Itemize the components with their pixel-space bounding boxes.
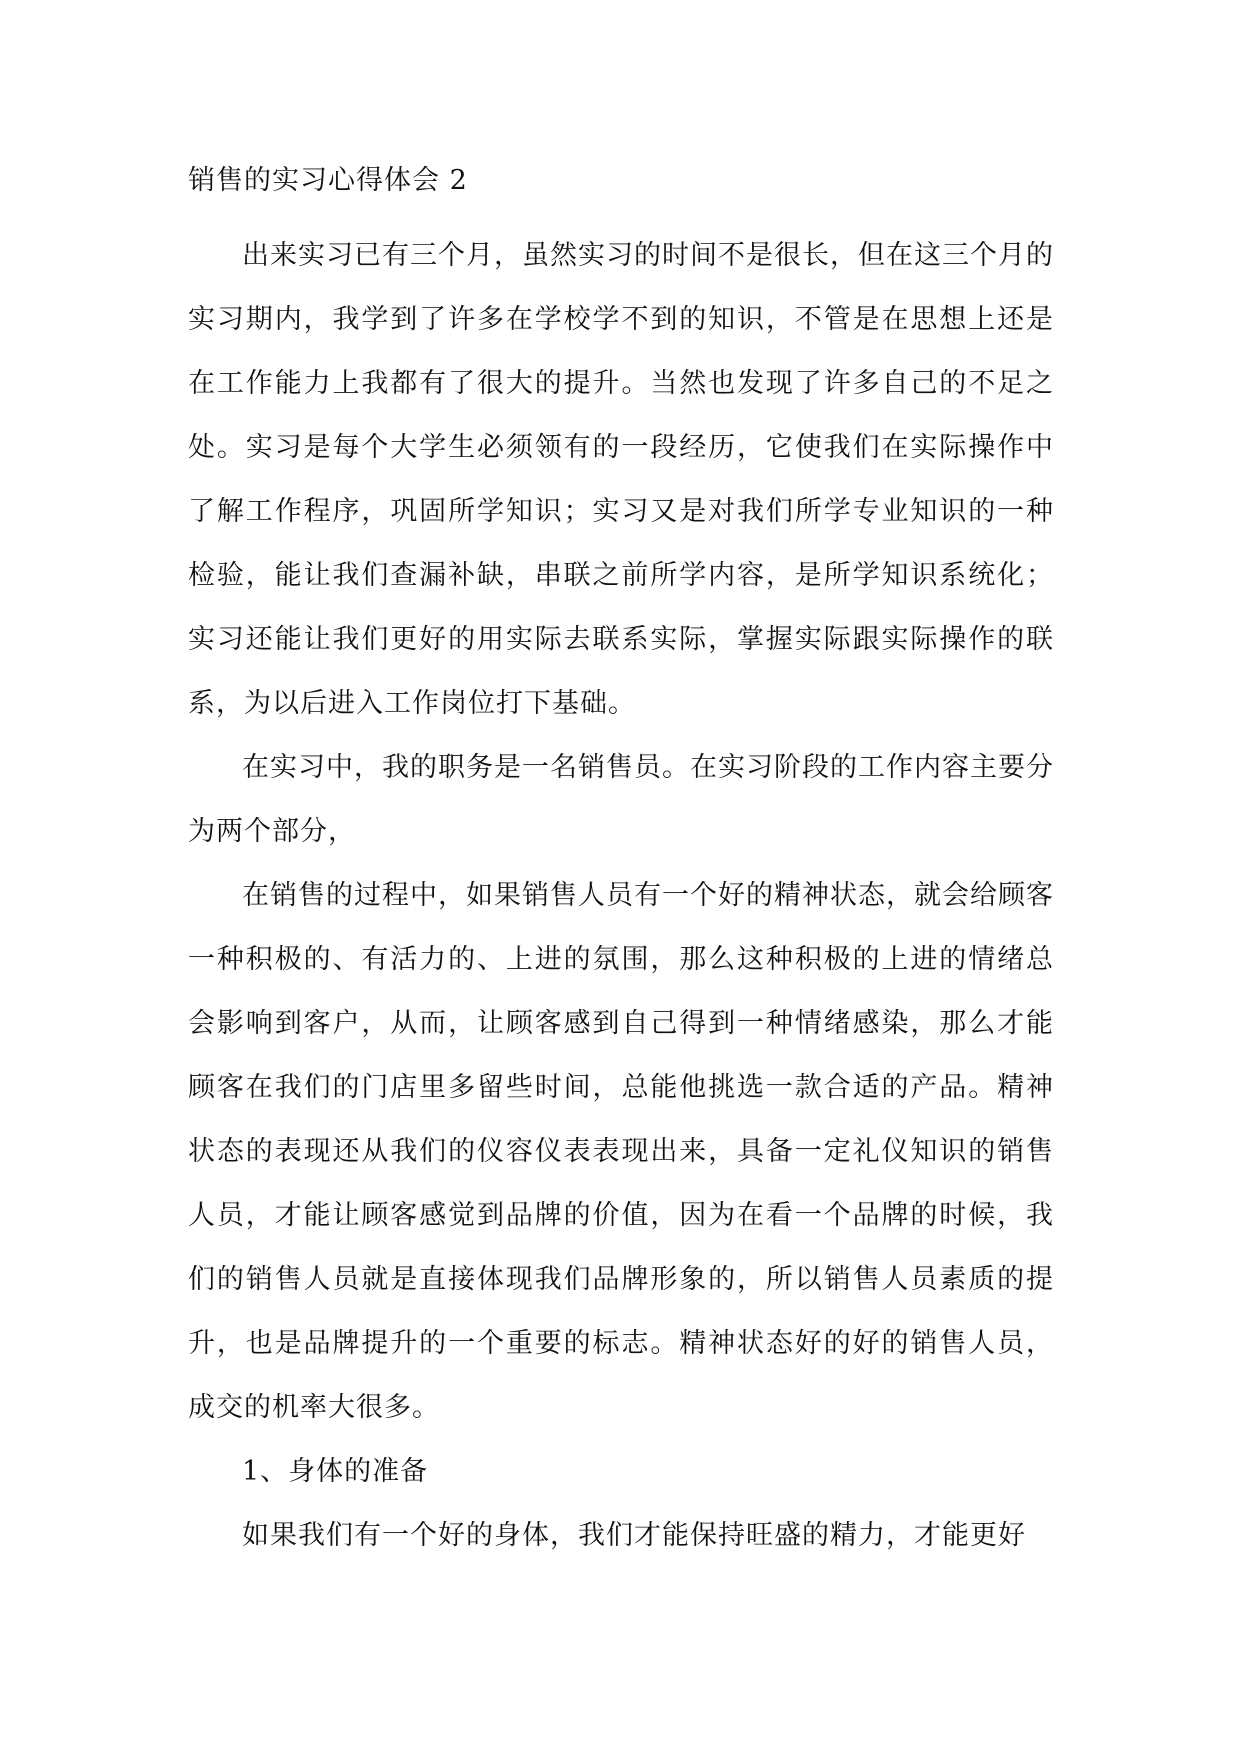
document-title: 销售的实习心得体会 2 [188,165,468,196]
section-heading-body-preparation: 1、身体的准备 [242,1456,429,1487]
paragraph-intro: 出来实习已有三个月，虽然实习的时间不是很长，但在这三个月的实习期内，我学到了许多在学校学不到的知识，不管是在思想上还是在工作能力上我都有了很大的提升。当然也发现了许多自己的不足之处。实习是每个大学生必须领有的一段经历，它使我们在实际操作中了解工作程序，巩固所学知识；实习又是对我们所学专业知识的一种检验，能让我们查漏补缺，串联之前所学内容，是所学知识系统化；实习还能让我们更好的用实际去联系实际，掌握实际跟实际操作的联系，为以后进入工作岗位打下基础。 [188,240,1054,719]
paragraph-job-role: 在实习中，我的职务是一名销售员。在实习阶段的工作内容主要分为两个部分， [188,752,1054,847]
paragraph-mental-state: 在销售的过程中，如果销售人员有一个好的精神状态，就会给顾客一种积极的、有活力的、上进的氛围，那么这种积极的上进的情绪总会影响到客户，从而，让顾客感到自己得到一种情绪感染，那么才能顾客在我们的门店里多留些时间，总能他挑选一款合适的产品。精神状态的表现还从我们的仪容仪表表现出来，具备一定礼仪知识的销售人员，才能让顾客感觉到品牌的价值，因为在看一个品牌的时候，我们的销售人员就是直接体现我们品牌形象的，所以销售人员素质的提升，也是品牌提升的一个重要的标志。精神状态好的好的销售人员，成交的机率大很多。 [188,880,1054,1423]
document-body [188,160,1054,1568]
paragraph-body-preparation: 如果我们有一个好的身体，我们才能保持旺盛的精力，才能更好 [242,1520,1026,1551]
